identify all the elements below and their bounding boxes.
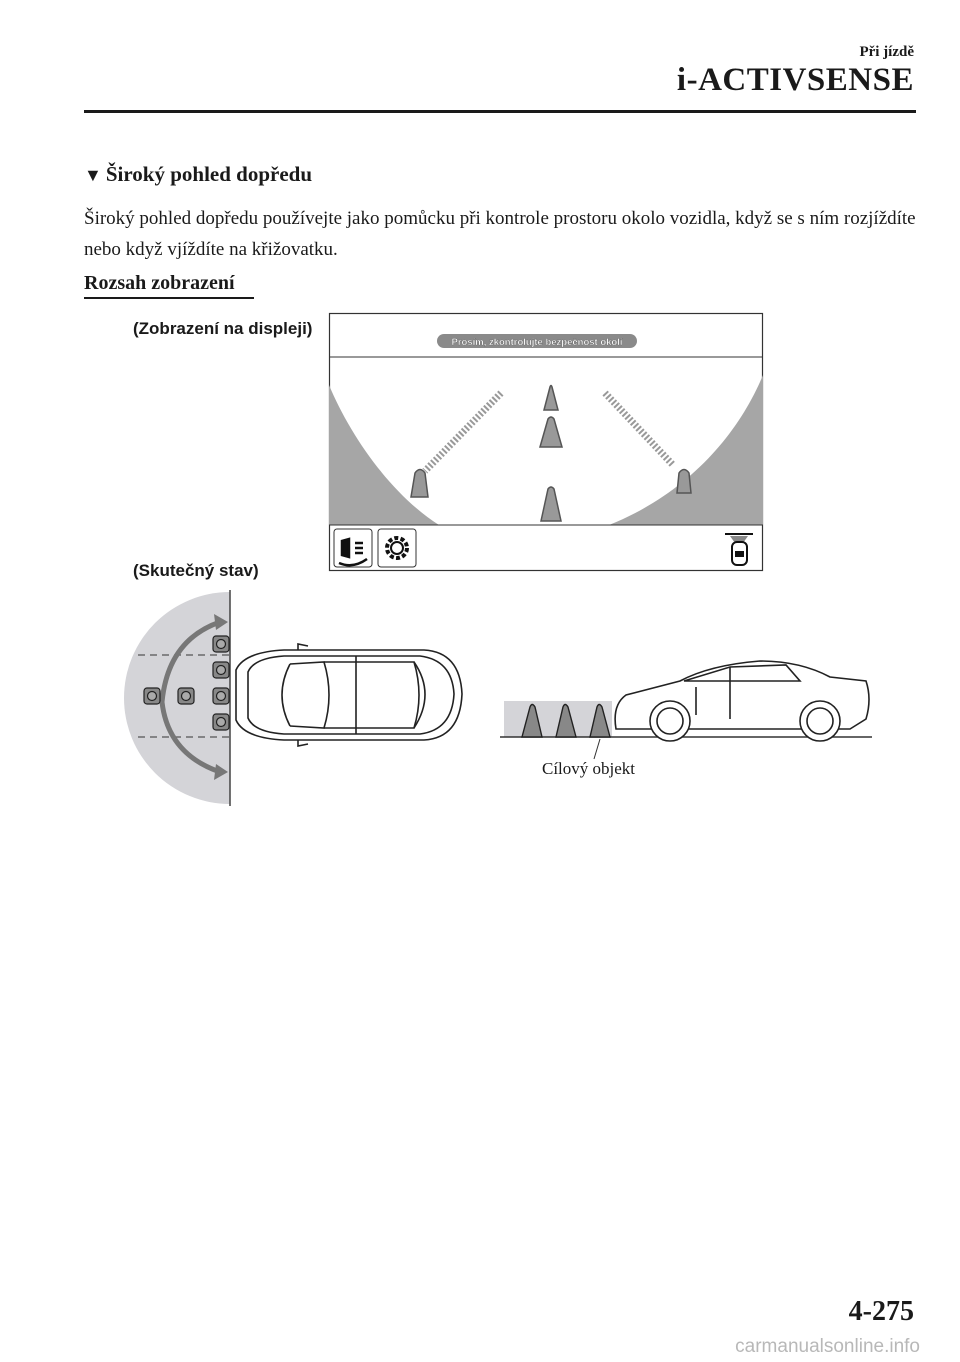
triangle-bullet-icon: ▼ [84, 165, 102, 185]
side-cones [522, 705, 610, 738]
display-label: (Zobrazení na displeji) [133, 319, 313, 338]
car-top-view [236, 644, 462, 746]
header-rule [84, 110, 916, 113]
car-side-view [615, 661, 869, 741]
camera-switch-button[interactable] [334, 529, 372, 567]
top-view-illustration [124, 590, 470, 806]
heading-text: Široký pohled dopředu [105, 162, 313, 186]
section-title: i-ACTIVSENSE [676, 62, 914, 98]
page-number: 4-275 [848, 1296, 914, 1327]
subheading: Rozsah zobrazení [84, 272, 235, 294]
display-screen-illustration [329, 313, 763, 571]
side-view-illustration [500, 655, 872, 745]
actual-state-label: (Skutečný stav) [133, 561, 259, 580]
screen-message: Prosím, zkontrolujte bezpečnost okolí [451, 337, 623, 348]
body-paragraph: Široký pohled dopředu používejte jako pomůcku při kontrole prostoru okolo vozidla, když se s ním rozjíždíte nebo když vjíždíte na křižovatku. [84, 208, 916, 260]
subheading-underline [84, 297, 254, 299]
watermark-link[interactable]: carmanualsonline.info [735, 1336, 920, 1357]
chapter-title: Při jízdě [859, 44, 914, 60]
target-object-label: Cílový objekt [542, 759, 636, 778]
section-heading [84, 162, 312, 187]
